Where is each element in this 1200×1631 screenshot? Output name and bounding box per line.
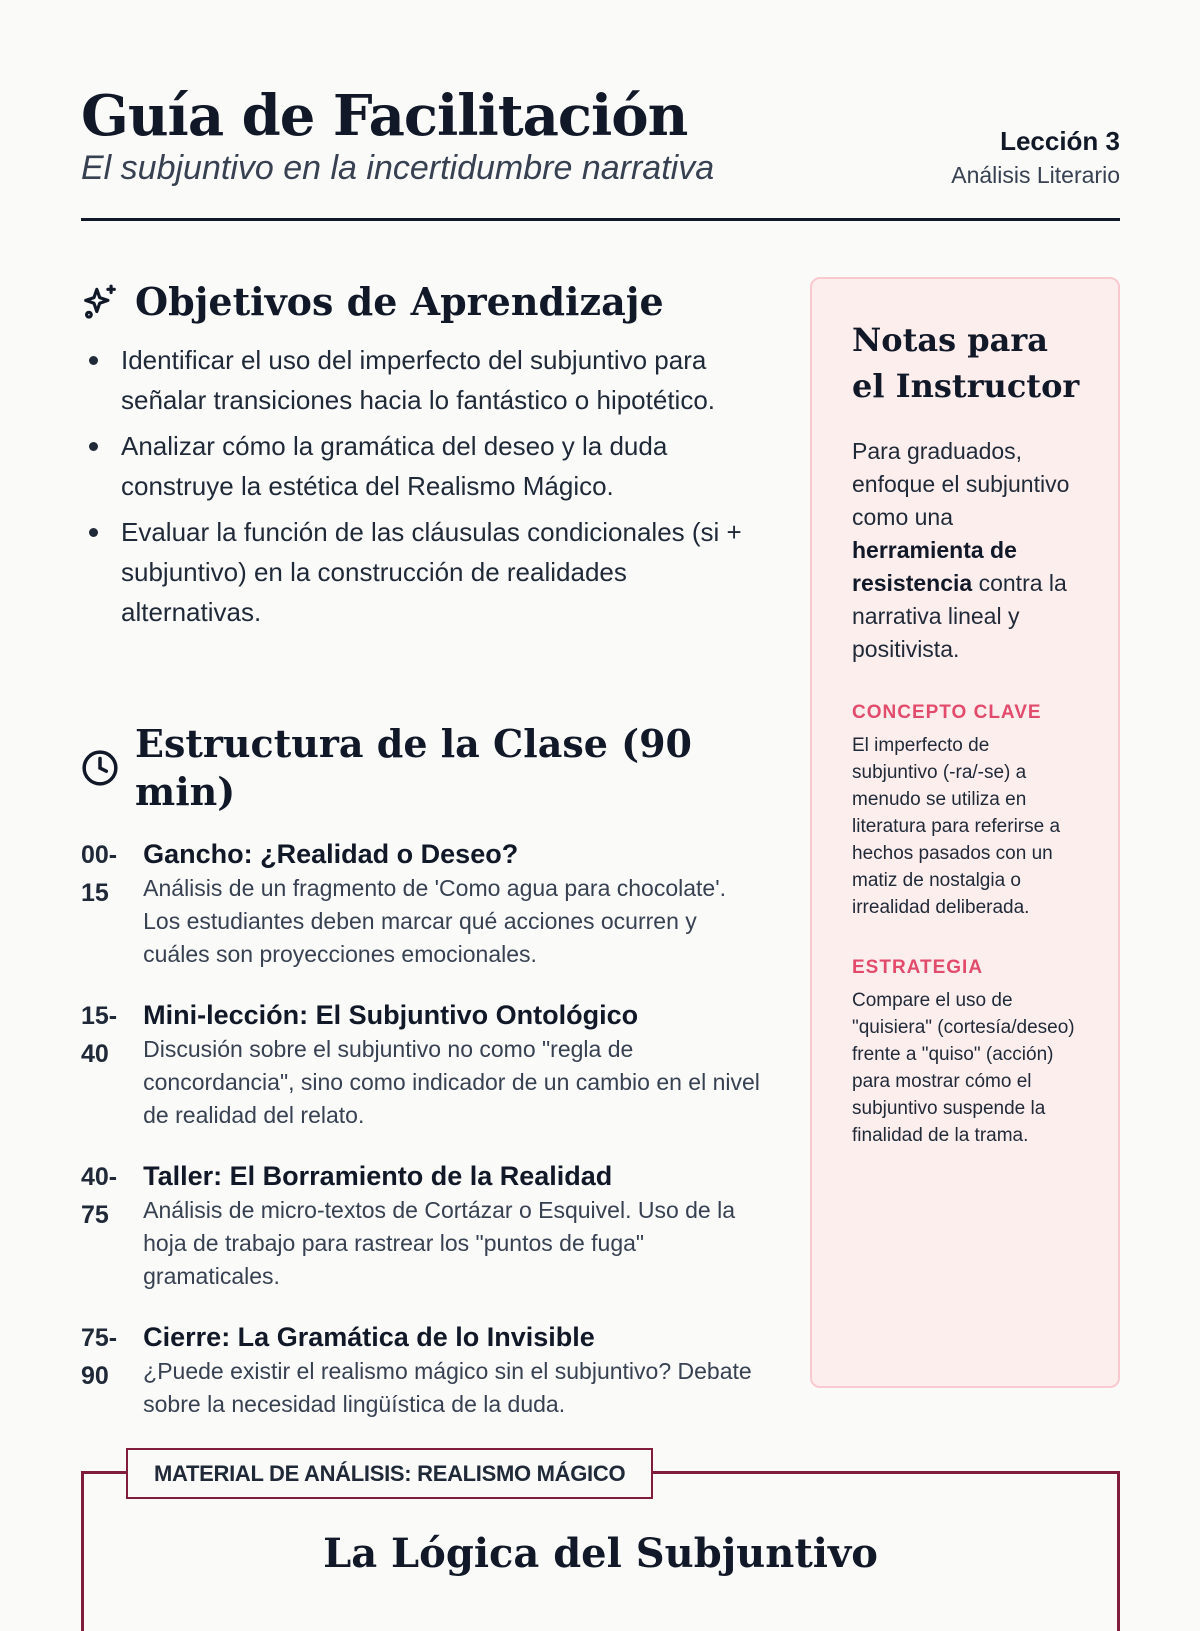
lesson-number: Lección 3 [1000, 126, 1120, 156]
material-tag: MATERIAL DE ANÁLISIS: REALISMO MÁGICO [126, 1448, 653, 1499]
agenda-time [81, 1158, 117, 1293]
strategy-text: Compare el uso de "quisiera" (cortesía/deseo) frente a "quiso" (acción) para mostrar cómo el subjuntivo suspende la finalidad de la trama. [852, 990, 1075, 1146]
agenda-description: Análisis de micro-textos de Cortázar o Esquivel. Uso de la hoja de trabajo para rastrear los "puntos de fuga" gramaticales. [143, 1197, 736, 1289]
notes-intro-text: Para graduados, enfoque el subjuntivo como una [852, 438, 1070, 530]
agenda-body [117, 1158, 761, 1293]
instructor-notes-panel [810, 277, 1120, 1388]
agenda-title: Mini-lección: El Subjuntivo Ontológico [143, 1000, 639, 1030]
agenda-title: Cierre: La Gramática de lo Invisible [143, 1322, 595, 1352]
strategy-label: ESTRATEGIA [852, 957, 984, 978]
notes-intro-text-end: contra la narrativa lineal y positivista. [852, 570, 1067, 662]
page-subtitle: El subjuntivo en la incertidumbre narrativa [81, 149, 715, 187]
notes-intro [852, 435, 1080, 666]
agenda-description: Análisis de un fragmento de 'Como agua para chocolate'. Los estudiantes deben marcar qué acciones ocurren y cuáles son proyecciones emocionales. [143, 875, 727, 967]
objective-item: Evaluar la función de las cláusulas condicionales (si + subjuntivo) en la construcción de realidades alternativas. [81, 512, 761, 632]
time-start: 75- [81, 1324, 118, 1352]
agenda-item [81, 997, 761, 1132]
notes-intro-emphasis: herramienta de resistencia [852, 537, 1017, 596]
agenda-item [81, 836, 761, 971]
agenda-body [117, 1319, 761, 1421]
time-end: 75 [81, 1201, 109, 1229]
material-title: La Lógica del Subjuntivo [323, 1530, 878, 1577]
objectives-list [81, 340, 761, 632]
objective-item: Identificar el uso del imperfecto del subjuntivo para señalar transiciones hacia lo fantástico o hipotético. [81, 340, 761, 420]
objectives-heading [81, 278, 761, 326]
lesson-info [951, 124, 1120, 192]
agenda-item [81, 1158, 761, 1293]
agenda-title: Gancho: ¿Realidad o Deseo? [143, 839, 519, 869]
time-start: 15- [81, 1002, 118, 1030]
agenda-description: ¿Puede existir el realismo mágico sin el subjuntivo? Debate sobre la necesidad lingüística de la duda. [143, 1358, 752, 1417]
time-start: 40- [81, 1163, 118, 1191]
agenda-list [81, 836, 761, 1421]
agenda-time [81, 997, 117, 1132]
analysis-material-box [81, 1461, 1120, 1631]
time-end: 40 [81, 1040, 109, 1068]
agenda-description: Discusión sobre el subjuntivo no como "regla de concordancia", sino como indicador de un cambio en el nivel de realidad del relato. [143, 1036, 760, 1128]
objectives-section [81, 278, 761, 638]
key-concept-text: El imperfecto de subjuntivo (-ra/-se) a menudo se utiliza en literatura para referirse a hechos pasados con un matiz de nostalgia o irrealidad deliberada. [852, 735, 1061, 918]
page-title: Guía de Facilitación [81, 83, 688, 149]
agenda-item [81, 1319, 761, 1421]
sparkles-icon [81, 283, 119, 321]
lesson-type: Análisis Literario [951, 162, 1120, 188]
agenda-title: Taller: El Borramiento de la Realidad [143, 1161, 613, 1191]
header-divider [81, 218, 1120, 221]
page-header [81, 80, 1120, 190]
notes-title: Notas para el Instructor [852, 321, 1080, 405]
agenda-time [81, 836, 117, 971]
structure-heading-text: Estructura de la Clase (90 min) [135, 721, 692, 814]
class-structure-section [81, 720, 761, 1447]
time-end: 15 [81, 879, 109, 907]
agenda-body [117, 836, 761, 971]
agenda-body [117, 997, 761, 1132]
key-concept-label: CONCEPTO CLAVE [852, 702, 1042, 723]
agenda-time [81, 1319, 117, 1421]
time-start: 00- [81, 841, 118, 869]
time-end: 90 [81, 1362, 109, 1390]
structure-heading [81, 720, 761, 816]
clock-icon [81, 749, 119, 787]
objective-item: Analizar cómo la gramática del deseo y la duda construye la estética del Realismo Mágico. [81, 426, 761, 506]
objectives-heading-text: Objetivos de Aprendizaje [135, 279, 664, 324]
